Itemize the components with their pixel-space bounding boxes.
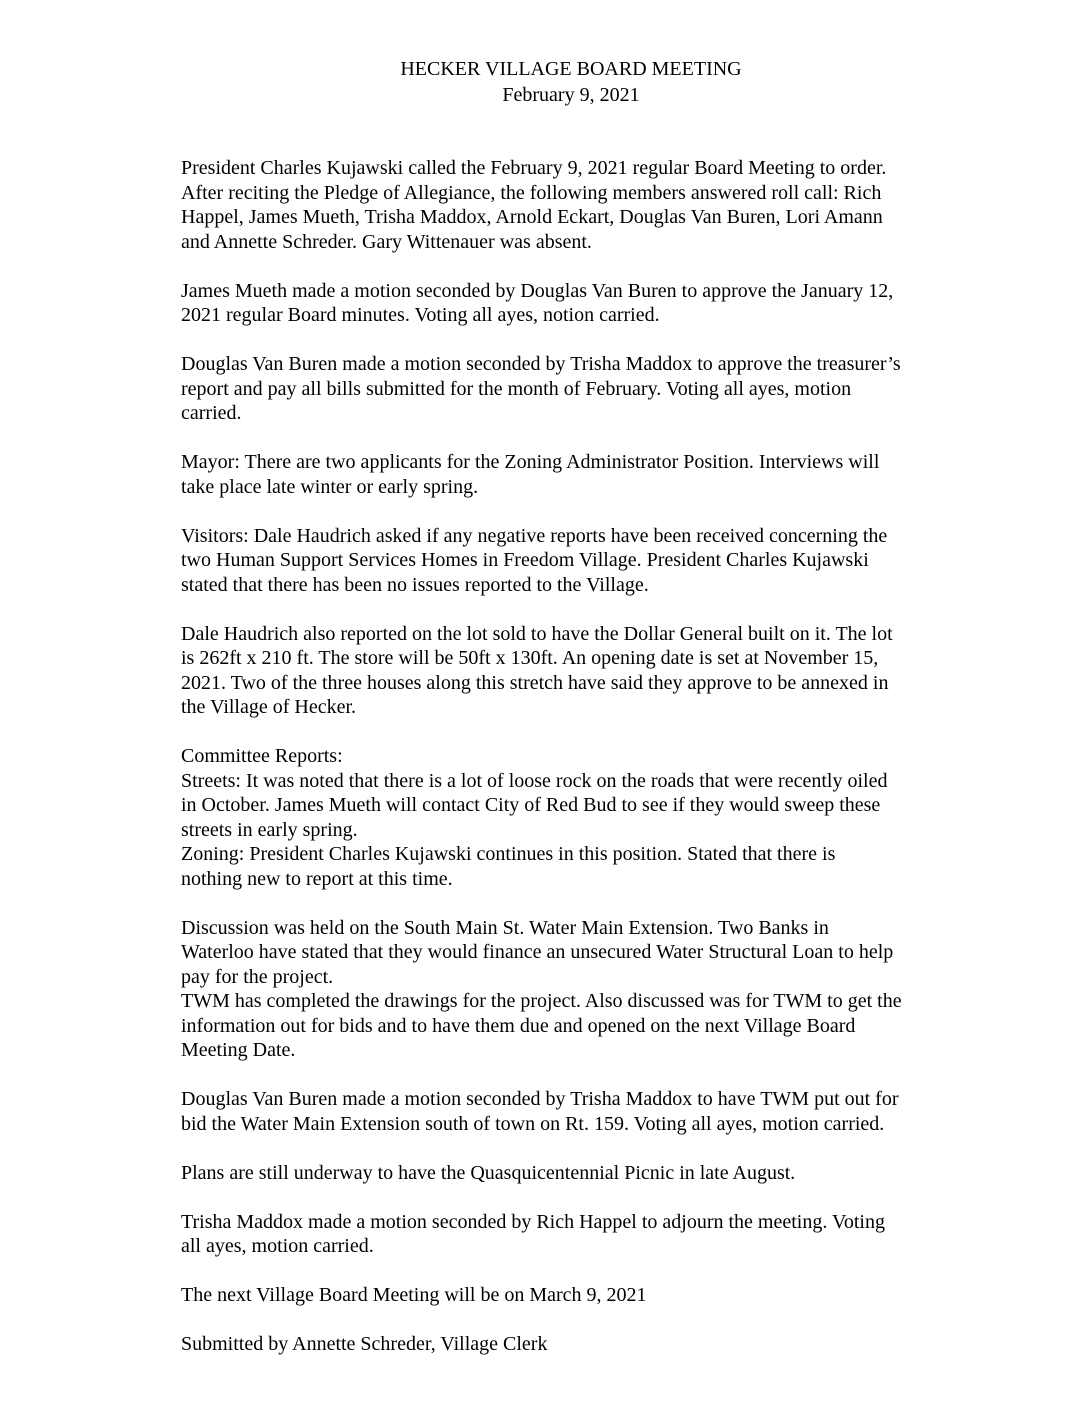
paragraph-committee-reports: [181, 744, 971, 891]
paragraph-line: Committee Reports:: [181, 745, 343, 767]
paragraph-picnic: [181, 1161, 971, 1186]
document-header: [0, 56, 1088, 108]
paragraph-line: Meeting Date.: [181, 1039, 296, 1061]
paragraph-line: Happel, James Mueth, Trisha Maddox, Arnold Eckart, Douglas Van Buren, Lori Amann: [181, 206, 883, 228]
paragraph-line: TWM has completed the drawings for the project. Also discussed was for TWM to get the: [181, 990, 902, 1012]
paragraph-line: in October. James Mueth will contact City of Red Bud to see if they would sweep these: [181, 794, 881, 816]
document-title: HECKER VILLAGE BOARD MEETING: [400, 58, 742, 80]
paragraph-line: 2021. Two of the three houses along this stretch have said they approve to be annexed in: [181, 671, 889, 694]
paragraph-line: 2021 regular Board minutes. Voting all ayes, notion carried.: [181, 304, 660, 326]
paragraph-water-main-discussion: [181, 916, 971, 1063]
paragraph-line: After reciting the Pledge of Allegiance, the following members answered roll call: Rich: [181, 181, 882, 204]
paragraph-treasurer-motion: [181, 352, 971, 426]
paragraph-line: Trisha Maddox made a motion seconded by Rich Happel to adjourn the meeting. Voting: [181, 1210, 885, 1233]
paragraph-line: carried.: [181, 402, 242, 424]
paragraph-line: Plans are still underway to have the Quasquicentennial Picnic in late August.: [181, 1161, 796, 1184]
paragraph-adjourn: [181, 1210, 971, 1259]
paragraph-line: take place late winter or early spring.: [181, 475, 479, 498]
paragraph-line: is 262ft x 210 ft. The store will be 50ft x 130ft. An opening date is set at November 15,: [181, 647, 879, 669]
paragraph-line: Discussion was held on the South Main St. Water Main Extension. Two Banks in: [181, 916, 829, 939]
paragraph-line: report and pay all bills submitted for the month of February. Voting all ayes, motion: [181, 377, 852, 400]
paragraph-minutes-motion: [181, 279, 971, 328]
paragraph-line: and Annette Schreder. Gary Wittenauer was absent.: [181, 230, 592, 253]
paragraph-line: the Village of Hecker.: [181, 696, 357, 718]
paragraph-line: The next Village Board Meeting will be on March 9, 2021: [181, 1284, 647, 1306]
paragraph-line: Zoning: President Charles Kujawski continues in this position. Stated that there is: [181, 843, 836, 865]
paragraph-line: Waterloo have stated that they would finance an unsecured Water Structural Loan to help: [181, 941, 894, 963]
paragraph-bid-motion: [181, 1087, 971, 1136]
paragraph-line: James Mueth made a motion seconded by Douglas Van Buren to approve the January 12,: [181, 279, 894, 302]
paragraph-line: Dale Haudrich also reported on the lot sold to have the Dollar General built on it. The lot: [181, 622, 893, 645]
paragraph-line: Visitors: Dale Haudrich asked if any negative reports have been received concerning the: [181, 524, 888, 547]
paragraph-line: Douglas Van Buren made a motion seconded by Trisha Maddox to approve the treasurer’s: [181, 353, 901, 375]
paragraph-dollar-general: [181, 622, 971, 720]
paragraph-line: nothing new to report at this time.: [181, 867, 453, 890]
paragraph-line: information out for bids and to have them due and opened on the next Village Board: [181, 1014, 856, 1037]
document-date: February 9, 2021: [502, 84, 640, 106]
paragraph-next-meeting: [181, 1283, 971, 1308]
paragraph-line: Mayor: There are two applicants for the Zoning Administrator Position. Interviews will: [181, 451, 880, 473]
paragraph-roll-call: [181, 156, 971, 254]
paragraph-line: Submitted by Annette Schreder, Village Clerk: [181, 1333, 548, 1355]
paragraph-line: all ayes, motion carried.: [181, 1235, 374, 1257]
paragraph-line: bid the Water Main Extension south of town on Rt. 159. Voting all ayes, motion carried.: [181, 1112, 885, 1135]
paragraph-line: Douglas Van Buren made a motion seconded by Trisha Maddox to have TWM put out for: [181, 1088, 899, 1110]
paragraph-line: two Human Support Services Homes in Freedom Village. President Charles Kujawski: [181, 549, 869, 571]
paragraph-line: pay for the project.: [181, 965, 334, 988]
paragraph-submitted-by: [181, 1332, 971, 1357]
paragraph-line: President Charles Kujawski called the February 9, 2021 regular Board Meeting to order.: [181, 157, 887, 179]
paragraph-line: streets in early spring.: [181, 818, 358, 841]
paragraph-line: stated that there has been no issues reported to the Village.: [181, 573, 649, 596]
document-body: [181, 156, 971, 1381]
paragraph-visitors: [181, 524, 971, 598]
paragraph-line: Streets: It was noted that there is a lot of loose rock on the roads that were recently oiled: [181, 769, 888, 792]
paragraph-mayor: [181, 450, 971, 499]
